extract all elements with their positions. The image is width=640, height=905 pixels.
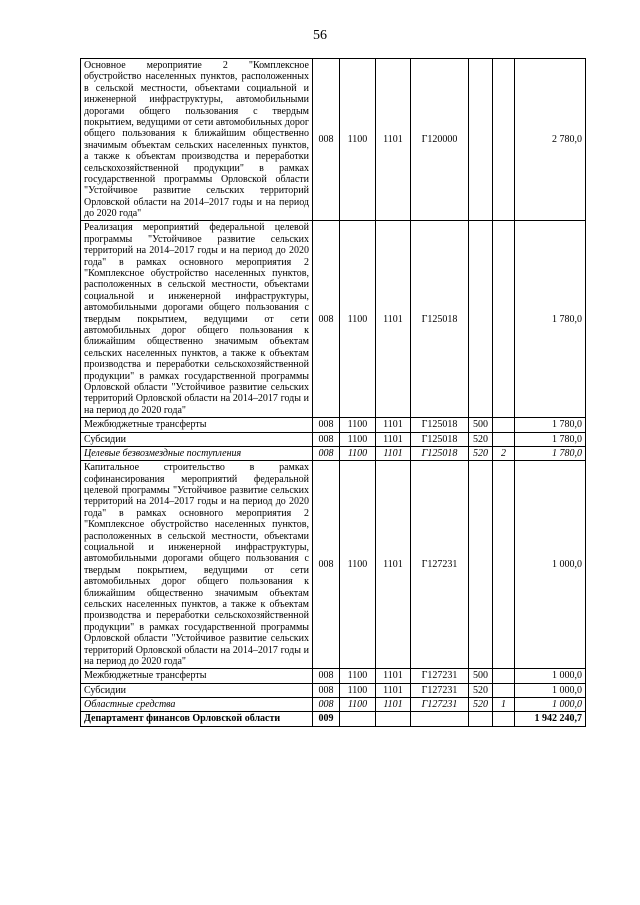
subsection-code: 1101 [376,432,411,446]
amount: 1 780,0 [515,432,586,446]
target-code: Г125018 [411,418,469,432]
expense-type-code: 500 [469,669,493,683]
source-code [493,432,515,446]
table-row [81,669,586,683]
ministry-code: 008 [313,59,340,221]
source-code: 2 [493,446,515,460]
ministry-code: 008 [313,446,340,460]
subsection-code: 1101 [376,221,411,418]
amount: 1 000,0 [515,698,586,712]
table-row [81,698,586,712]
ministry-code: 008 [313,461,340,669]
row-description: Субсидии [81,683,313,697]
row-description: Основное мероприятие 2 "Комплексное обустройство населенных пунктов, расположенных в сельской местности, объектами социальной и инженерной инфраструктуры, автомобильными дорогами общего пользования с твердым покрытием, ведущими от сети автомобильных дорог общего пользования к ближайшим общественно значимым объектам сельских населенных пунктов, а также к объектам производства и переработки сельскохозяйственной продукции" в рамках государственной программы Орловской области "Устойчивое развитие сельских территорий Орловской области на 2014–2017 годы и на период до 2020 года" [81,59,313,221]
ministry-code: 008 [313,432,340,446]
section-code: 1100 [340,432,376,446]
target-code: Г125018 [411,432,469,446]
section-code: 1100 [340,461,376,669]
subsection-code: 1101 [376,446,411,460]
row-description: Областные средства [81,698,313,712]
source-code [493,418,515,432]
row-description: Реализация мероприятий федеральной целевой программы "Устойчивое развитие сельских территорий на 2014–2017 годы и на период до 2020 года" в рамках основного мероприятия 2 "Комплексное обустройство населенных пунктов, расположенных в сельской местности, объектами социальной и инженерной инфраструктуры, автомобильными дорогами общего пользования с твердым покрытием, ведущими от сети автомобильных дорог общего пользования к ближайшим общественно значимым объектам сельских населенных пунктов, а также к объектам производства и переработки сельскохозяйственной продукции" в рамках государственной программы Орловской области "Устойчивое развитие сельских территорий Орловской области на 2014–2017 годы и на период до 2020 года" [81,221,313,418]
expense-type-code [469,712,493,726]
amount: 1 780,0 [515,446,586,460]
table-row [81,59,586,221]
row-description: Межбюджетные трансферты [81,418,313,432]
target-code: Г127231 [411,683,469,697]
table-row [81,418,586,432]
expense-type-code: 520 [469,432,493,446]
amount: 1 000,0 [515,683,586,697]
ministry-code: 008 [313,669,340,683]
ministry-code: 009 [313,712,340,726]
section-code: 1100 [340,669,376,683]
row-description: Департамент финансов Орловской области [81,712,313,726]
table-row [81,461,586,669]
subsection-code: 1101 [376,461,411,669]
table-row [81,446,586,460]
amount: 1 780,0 [515,418,586,432]
table-row [81,683,586,697]
section-code: 1100 [340,221,376,418]
expense-type-code [469,59,493,221]
row-description: Капитальное строительство в рамках софинансирования мероприятий федеральной целевой программы "Устойчивое развитие сельских территорий на 2014–2017 годы и на период до 2020 года" в рамках основного мероприятия 2 "Комплексное обустройство населенных пунктов, расположенных в сельской местности, объектами социальной и инженерной инфраструктуры, автомобильными дорогами общего пользования с твердым покрытием, ведущими от сети автомобильных дорог общего пользования к ближайшим общественно значимым объектам сельских населенных пунктов, а также к объектам производства и переработки сельскохозяйственной продукции" в рамках государственной программы Орловской области "Устойчивое развитие сельских территорий Орловской области на 2014–2017 годы и на период до 2020 года" [81,461,313,669]
page-number: 56 [313,28,327,43]
table-row [81,221,586,418]
target-code: Г125018 [411,446,469,460]
target-code: Г127231 [411,461,469,669]
section-code: 1100 [340,446,376,460]
target-code: Г127231 [411,669,469,683]
table-row [81,432,586,446]
source-code [493,712,515,726]
source-code [493,461,515,669]
ministry-code: 008 [313,418,340,432]
amount: 2 780,0 [515,59,586,221]
source-code [493,59,515,221]
table-row [81,712,586,726]
subsection-code: 1101 [376,698,411,712]
subsection-code: 1101 [376,59,411,221]
target-code [411,712,469,726]
ministry-code: 008 [313,698,340,712]
row-description: Субсидии [81,432,313,446]
expense-type-code: 520 [469,698,493,712]
ministry-code: 008 [313,221,340,418]
section-code: 1100 [340,698,376,712]
subsection-code [376,712,411,726]
target-code: Г120000 [411,59,469,221]
expense-type-code [469,461,493,669]
row-description: Межбюджетные трансферты [81,669,313,683]
expense-type-code [469,221,493,418]
amount: 1 942 240,7 [515,712,586,726]
source-code [493,669,515,683]
source-code: 1 [493,698,515,712]
section-code [340,712,376,726]
section-code: 1100 [340,683,376,697]
row-description: Целевые безвозмездные поступления [81,446,313,460]
section-code: 1100 [340,418,376,432]
target-code: Г127231 [411,698,469,712]
subsection-code: 1101 [376,683,411,697]
source-code [493,683,515,697]
source-code [493,221,515,418]
subsection-code: 1101 [376,418,411,432]
amount: 1 000,0 [515,669,586,683]
expense-type-code: 520 [469,446,493,460]
ministry-code: 008 [313,683,340,697]
budget-table [80,58,586,727]
expense-type-code: 500 [469,418,493,432]
amount: 1 780,0 [515,221,586,418]
section-code: 1100 [340,59,376,221]
target-code: Г125018 [411,221,469,418]
subsection-code: 1101 [376,669,411,683]
amount: 1 000,0 [515,461,586,669]
expense-type-code: 520 [469,683,493,697]
